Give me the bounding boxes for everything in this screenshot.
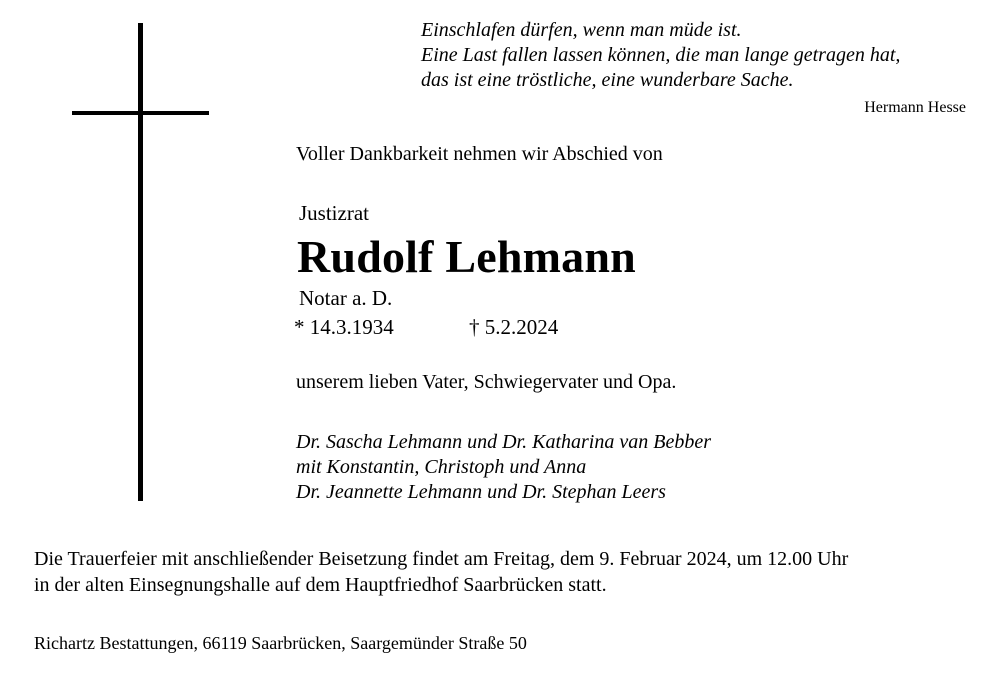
cross-horizontal-bar: [72, 111, 209, 115]
hesse-quote: [421, 18, 900, 93]
deceased-name: Rudolf Lehmann: [297, 231, 636, 282]
birth-date: * 14.3.1934: [294, 315, 394, 339]
deceased-title: Justizrat: [299, 201, 369, 225]
mourners-list: [296, 430, 711, 505]
relation-text: unserem lieben Vater, Schwiegervater und Opa.: [296, 371, 677, 393]
deceased-profession: Notar a. D.: [299, 286, 393, 310]
ceremony-line: in der alten Einsegnungshalle auf dem Hauptfriedhof Saarbrücken statt.: [34, 574, 607, 596]
ceremony-line: Die Trauerfeier mit anschließender Beisetzung findet am Freitag, dem 9. Februar 2024, um 12.00 Uhr: [34, 548, 849, 570]
quote-line: Eine Last fallen lassen können, die man lange getragen hat,: [421, 44, 901, 66]
undertaker-info: Richartz Bestattungen, 66119 Saarbrücken, Saargemünder Straße 50: [34, 633, 527, 653]
quote-line: das ist eine tröstliche, eine wunderbare Sache.: [421, 69, 794, 91]
ceremony-info: [34, 546, 848, 598]
death-date: † 5.2.2024: [469, 315, 559, 339]
cross-vertical-bar: [138, 23, 143, 501]
mourner-line: mit Konstantin, Christoph und Anna: [296, 456, 587, 478]
quote-line: Einschlafen dürfen, wenn man müde ist.: [421, 19, 742, 41]
quote-author: Hermann Hesse: [864, 99, 966, 116]
intro-text: Voller Dankbarkeit nehmen wir Abschied von: [296, 143, 663, 165]
mourner-line: Dr. Sascha Lehmann und Dr. Katharina van Bebber: [296, 431, 711, 453]
mourner-line: Dr. Jeannette Lehmann und Dr. Stephan Leers: [296, 481, 666, 503]
